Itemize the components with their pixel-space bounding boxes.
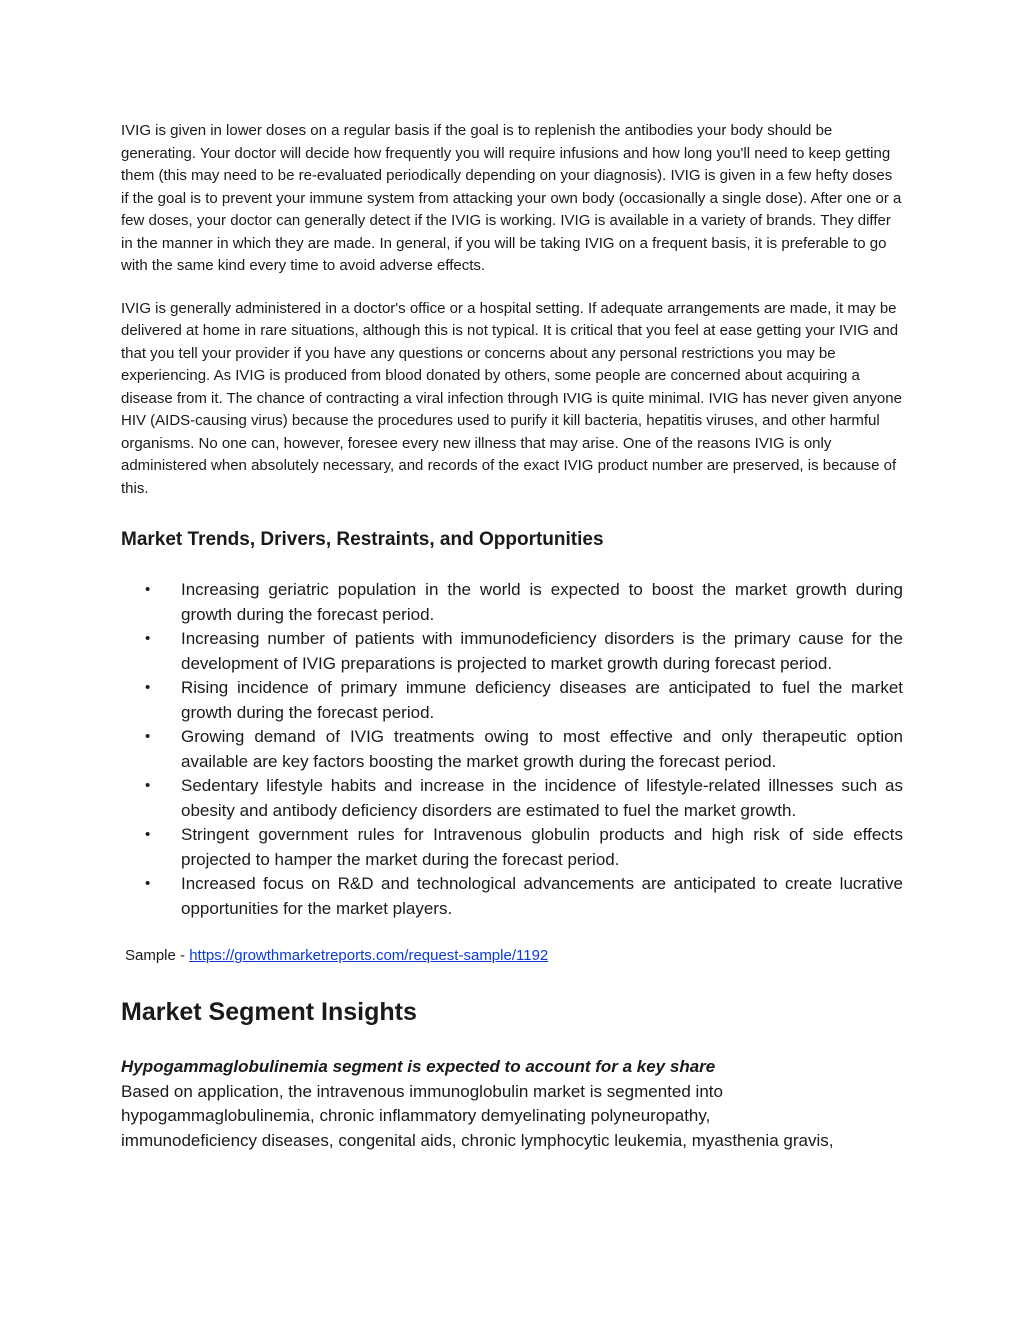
bullet-icon: • — [145, 581, 151, 598]
list-item-text: Sedentary lifestyle habits and increase in the incidence of lifestyle-related illnesses such as obesity and antibody deficiency disorders are estimated to fuel the market growth. — [181, 776, 903, 820]
list-item-text: Increasing number of patients with immunodeficiency disorders is the primary cause for the development of IVIG preparations is projected to market growth during forecast period. — [181, 629, 903, 673]
bullet-icon: • — [145, 630, 151, 647]
bullet-icon: • — [145, 679, 151, 696]
list-item — [121, 774, 903, 823]
list-item-text: Growing demand of IVIG treatments owing to most effective and only therapeutic option available are key factors boosting the market growth during the forecast period. — [181, 727, 903, 771]
list-item — [121, 872, 903, 921]
segment-line: immunodeficiency diseases, congenital aids, chronic lymphocytic leukemia, myasthenia gravis, — [121, 1130, 834, 1150]
list-item — [121, 725, 903, 774]
list-item — [121, 823, 903, 872]
list-item — [121, 676, 903, 725]
body-paragraph-administration: IVIG is generally administered in a doctor's office or a hospital setting. If adequate arrangements are made, it may be delivered at home in rare situations, although this is not typical. It is critical that you feel at ease getting your IVIG and that you tell your provider if you have any questions or concerns about any personal restrictions you may be experiencing. As IVIG is produced from blood donated by others, some people are concerned about acquiring a disease from it. The chance of contracting a viral infection through IVIG is quite minimal. IVIG has never given anyone HIV (AIDS-causing virus) because the procedures used to purify it kill bacteria, hepatitis viruses, and other harmful organisms. No one can, however, foresee every new illness that may arise. One of the reasons IVIG is only administered when absolutely necessary, and records of the exact IVIG product number are preserved, is because of this. — [121, 299, 902, 497]
trends-bullet-list — [121, 578, 903, 921]
sample-line — [125, 945, 903, 967]
section-heading-market-trends: Market Trends, Drivers, Restraints, and Opportunities — [121, 529, 604, 550]
document-content — [121, 120, 903, 1153]
body-paragraph-dosing: IVIG is given in lower doses on a regular basis if the goal is to replenish the antibodies your body should be generating. Your doctor will decide how frequently you will require infusions and how long you'll need to keep getting them (this may need to be re-evaluated periodically depending on your diagnosis). IVIG is given in a few hefty doses if the goal is to prevent your immune system from attacking your own body (occasionally a single dose). After one or a few doses, your doctor can generally detect if the IVIG is working. IVIG is available in a variety of brands. They differ in the manner in which they are made. In general, if you will be taking IVIG on a frequent basis, it is preferable to go with the same kind every time to avoid adverse effects. — [121, 122, 902, 274]
sample-request-link[interactable]: https://growthmarketreports.com/request-sample/1192 — [189, 947, 549, 964]
list-item-text: Increased focus on R&D and technological advancements are anticipated to create lucrative opportunities for the market players. — [181, 874, 903, 918]
list-item — [121, 627, 903, 676]
list-item-text: Stringent government rules for Intravenous globulin products and high risk of side effects projected to hamper the market during the forecast period. — [181, 825, 903, 869]
segment-subheading: Hypogammaglobulinemia segment is expected to account for a key share — [121, 1057, 716, 1076]
bullet-icon: • — [145, 875, 151, 892]
bullet-icon: • — [145, 728, 151, 745]
list-item — [121, 578, 903, 627]
bullet-icon: • — [145, 826, 151, 843]
list-item-text: Increasing geriatric population in the world is expected to boost the market growth during growth during the forecast period. — [181, 580, 903, 624]
bullet-icon: • — [145, 777, 151, 794]
segment-line: hypogammaglobulinemia, chronic inflammatory demyelinating polyneuropathy, — [121, 1106, 711, 1125]
section-heading-segment-insights: Market Segment Insights — [121, 998, 417, 1026]
sample-label: Sample - — [125, 947, 190, 964]
segment-line: Based on application, the intravenous immunoglobulin market is segmented into — [121, 1081, 723, 1101]
list-item-text: Rising incidence of primary immune deficiency diseases are anticipated to fuel the market growth during the forecast period. — [181, 678, 903, 722]
